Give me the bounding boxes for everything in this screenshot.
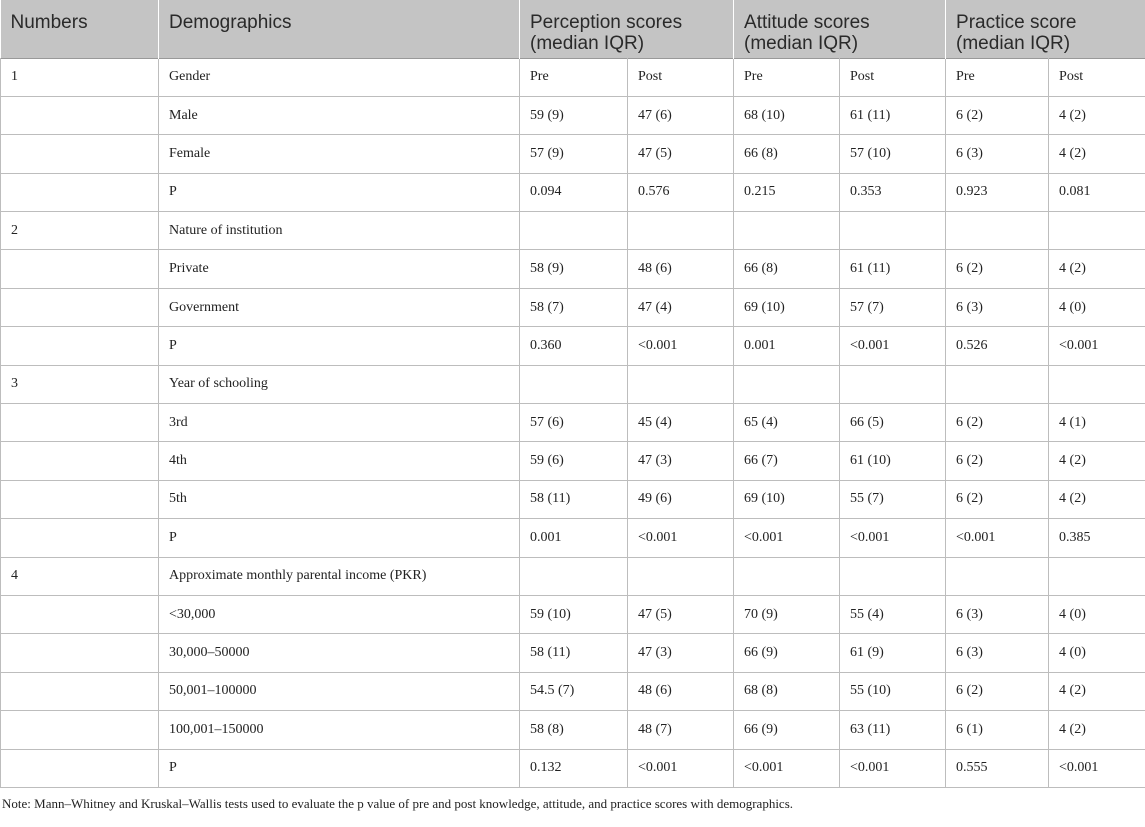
cell-attitude-post: 0.353 <box>840 173 946 211</box>
cell-perception-post: 47 (6) <box>628 96 734 134</box>
cell-practice-pre: 6 (2) <box>946 250 1049 288</box>
cell-demographic: <30,000 <box>159 595 520 633</box>
cell-practice-pre <box>946 212 1049 250</box>
cell-perception-post: <0.001 <box>628 327 734 365</box>
header-practice-score: Practice score (median IQR) <box>946 0 1145 58</box>
cell-demographic: Private <box>159 250 520 288</box>
cell-demographic: P <box>159 327 520 365</box>
cell-attitude-pre: 66 (7) <box>734 442 840 480</box>
cell-practice-post: 0.385 <box>1049 519 1145 557</box>
cell-perception-pre: 58 (8) <box>520 711 628 749</box>
table-header <box>1 0 1145 58</box>
cell-demographic: 50,001–100000 <box>159 672 520 710</box>
cell-attitude-post: 55 (10) <box>840 672 946 710</box>
table-row <box>1 135 1145 173</box>
cell-practice-post: 4 (0) <box>1049 288 1145 326</box>
table-row <box>1 480 1145 518</box>
cell-perception-post <box>628 365 734 403</box>
cell-practice-pre: 6 (2) <box>946 480 1049 518</box>
cell-perception-post: 0.576 <box>628 173 734 211</box>
cell-demographic: P <box>159 749 520 787</box>
cell-perception-post: Post <box>628 58 734 96</box>
table-row <box>1 288 1145 326</box>
cell-practice-post <box>1049 212 1145 250</box>
header-demographics: Demographics <box>159 0 520 58</box>
cell-practice-pre: 6 (3) <box>946 288 1049 326</box>
cell-practice-post: Post <box>1049 58 1145 96</box>
table-row <box>1 595 1145 633</box>
table-row <box>1 58 1145 96</box>
cell-number <box>1 135 159 173</box>
cell-number <box>1 327 159 365</box>
cell-perception-post <box>628 557 734 595</box>
table-row <box>1 557 1145 595</box>
cell-attitude-pre <box>734 557 840 595</box>
header-numbers: Numbers <box>1 0 159 58</box>
cell-practice-pre: 6 (2) <box>946 672 1049 710</box>
cell-number <box>1 519 159 557</box>
cell-demographic: 100,001–150000 <box>159 711 520 749</box>
cell-number: 1 <box>1 58 159 96</box>
cell-perception-pre <box>520 557 628 595</box>
cell-perception-pre: 0.094 <box>520 173 628 211</box>
cell-practice-pre: 6 (3) <box>946 135 1049 173</box>
table-row <box>1 672 1145 710</box>
cell-attitude-pre <box>734 212 840 250</box>
cell-practice-pre: 6 (2) <box>946 96 1049 134</box>
cell-practice-pre: 0.555 <box>946 749 1049 787</box>
cell-attitude-post <box>840 365 946 403</box>
cell-practice-pre: 0.526 <box>946 327 1049 365</box>
cell-attitude-pre: 69 (10) <box>734 480 840 518</box>
cell-perception-post: 45 (4) <box>628 404 734 442</box>
cell-practice-pre: 6 (1) <box>946 711 1049 749</box>
cell-attitude-post: 63 (11) <box>840 711 946 749</box>
header-perception-scores: Perception scores (median IQR) <box>520 0 734 58</box>
table-row <box>1 365 1145 403</box>
cell-attitude-post <box>840 557 946 595</box>
cell-practice-post: 0.081 <box>1049 173 1145 211</box>
cell-demographic: 4th <box>159 442 520 480</box>
cell-number <box>1 442 159 480</box>
cell-attitude-post: <0.001 <box>840 519 946 557</box>
cell-attitude-pre: <0.001 <box>734 519 840 557</box>
cell-perception-pre: 0.001 <box>520 519 628 557</box>
table-row <box>1 96 1145 134</box>
cell-demographic: Nature of institution <box>159 212 520 250</box>
cell-number <box>1 711 159 749</box>
cell-number <box>1 250 159 288</box>
cell-practice-post <box>1049 557 1145 595</box>
cell-number: 2 <box>1 212 159 250</box>
cell-practice-pre: 6 (2) <box>946 442 1049 480</box>
header-row <box>1 0 1145 58</box>
cell-attitude-pre: 70 (9) <box>734 595 840 633</box>
cell-attitude-post: 66 (5) <box>840 404 946 442</box>
cell-perception-post: 48 (6) <box>628 672 734 710</box>
cell-attitude-pre: <0.001 <box>734 749 840 787</box>
cell-practice-pre <box>946 557 1049 595</box>
table-row <box>1 711 1145 749</box>
cell-attitude-pre: 0.001 <box>734 327 840 365</box>
table-row <box>1 212 1145 250</box>
cell-perception-post: 48 (7) <box>628 711 734 749</box>
cell-practice-post: 4 (2) <box>1049 96 1145 134</box>
cell-attitude-post: <0.001 <box>840 327 946 365</box>
table-row <box>1 173 1145 211</box>
cell-perception-pre: 58 (11) <box>520 634 628 672</box>
table-row <box>1 404 1145 442</box>
cell-attitude-post <box>840 212 946 250</box>
cell-perception-pre: 58 (11) <box>520 480 628 518</box>
cell-practice-pre: 6 (2) <box>946 404 1049 442</box>
cell-perception-pre: Pre <box>520 58 628 96</box>
cell-perception-post <box>628 212 734 250</box>
cell-demographic: 3rd <box>159 404 520 442</box>
cell-perception-pre: 59 (9) <box>520 96 628 134</box>
cell-demographic: 5th <box>159 480 520 518</box>
cell-perception-pre: 57 (6) <box>520 404 628 442</box>
table-row <box>1 250 1145 288</box>
cell-perception-post: 49 (6) <box>628 480 734 518</box>
cell-practice-pre: 6 (3) <box>946 595 1049 633</box>
cell-attitude-pre: Pre <box>734 58 840 96</box>
cell-practice-post: <0.001 <box>1049 749 1145 787</box>
cell-perception-post: <0.001 <box>628 519 734 557</box>
cell-attitude-post: 61 (9) <box>840 634 946 672</box>
cell-practice-post: 4 (0) <box>1049 595 1145 633</box>
cell-perception-post: 47 (5) <box>628 135 734 173</box>
cell-number <box>1 96 159 134</box>
table-body <box>1 58 1145 787</box>
cell-perception-post: 47 (3) <box>628 634 734 672</box>
cell-perception-pre: 0.360 <box>520 327 628 365</box>
cell-perception-pre: 57 (9) <box>520 135 628 173</box>
cell-attitude-pre: 66 (8) <box>734 250 840 288</box>
cell-perception-pre: 59 (10) <box>520 595 628 633</box>
cell-perception-pre: 58 (9) <box>520 250 628 288</box>
cell-practice-post: 4 (2) <box>1049 135 1145 173</box>
cell-number <box>1 595 159 633</box>
cell-demographic: Approximate monthly parental income (PKR) <box>159 557 520 595</box>
cell-demographic: P <box>159 519 520 557</box>
cell-practice-post: 4 (2) <box>1049 672 1145 710</box>
cell-demographic: P <box>159 173 520 211</box>
cell-attitude-pre: 66 (9) <box>734 711 840 749</box>
cell-number <box>1 480 159 518</box>
table-row <box>1 327 1145 365</box>
cell-demographic: Male <box>159 96 520 134</box>
cell-attitude-post: 61 (11) <box>840 96 946 134</box>
cell-practice-post: 4 (1) <box>1049 404 1145 442</box>
cell-perception-post: <0.001 <box>628 749 734 787</box>
cell-attitude-post: 61 (11) <box>840 250 946 288</box>
cell-perception-post: 47 (3) <box>628 442 734 480</box>
cell-attitude-pre: 66 (9) <box>734 634 840 672</box>
cell-demographic: Female <box>159 135 520 173</box>
cell-number <box>1 634 159 672</box>
cell-practice-post: 4 (0) <box>1049 634 1145 672</box>
cell-practice-post <box>1049 365 1145 403</box>
cell-practice-pre: 6 (3) <box>946 634 1049 672</box>
cell-attitude-pre: 66 (8) <box>734 135 840 173</box>
cell-perception-pre <box>520 212 628 250</box>
cell-practice-post: 4 (2) <box>1049 711 1145 749</box>
cell-number <box>1 288 159 326</box>
cell-demographic: 30,000–50000 <box>159 634 520 672</box>
table-footnote: Note: Mann–Whitney and Kruskal–Wallis tests used to evaluate the p value of pre and post knowledge, attitude, and practice scores with demographics. <box>2 795 794 811</box>
cell-perception-post: 47 (5) <box>628 595 734 633</box>
cell-practice-post: 4 (2) <box>1049 480 1145 518</box>
cell-number <box>1 173 159 211</box>
cell-attitude-post: 61 (10) <box>840 442 946 480</box>
cell-perception-pre: 59 (6) <box>520 442 628 480</box>
cell-practice-post: <0.001 <box>1049 327 1145 365</box>
cell-practice-pre: Pre <box>946 58 1049 96</box>
cell-perception-pre: 54.5 (7) <box>520 672 628 710</box>
cell-number <box>1 672 159 710</box>
cell-number: 4 <box>1 557 159 595</box>
cell-practice-post: 4 (2) <box>1049 250 1145 288</box>
cell-attitude-pre: 65 (4) <box>734 404 840 442</box>
cell-demographic: Government <box>159 288 520 326</box>
cell-attitude-pre <box>734 365 840 403</box>
cell-number <box>1 404 159 442</box>
cell-perception-pre <box>520 365 628 403</box>
cell-attitude-post: 57 (10) <box>840 135 946 173</box>
cell-perception-pre: 58 (7) <box>520 288 628 326</box>
cell-practice-pre: 0.923 <box>946 173 1049 211</box>
cell-attitude-post: 55 (7) <box>840 480 946 518</box>
cell-attitude-pre: 69 (10) <box>734 288 840 326</box>
cell-attitude-pre: 0.215 <box>734 173 840 211</box>
cell-practice-post: 4 (2) <box>1049 442 1145 480</box>
cell-attitude-post: <0.001 <box>840 749 946 787</box>
cell-attitude-post: 57 (7) <box>840 288 946 326</box>
cell-demographic: Gender <box>159 58 520 96</box>
cell-attitude-pre: 68 (10) <box>734 96 840 134</box>
header-attitude-scores: Attitude scores (median IQR) <box>734 0 946 58</box>
table-row <box>1 442 1145 480</box>
cell-practice-pre: <0.001 <box>946 519 1049 557</box>
cell-attitude-post: Post <box>840 58 946 96</box>
table-row <box>1 749 1145 787</box>
cell-number <box>1 749 159 787</box>
table-row <box>1 519 1145 557</box>
cell-perception-post: 48 (6) <box>628 250 734 288</box>
cell-practice-pre <box>946 365 1049 403</box>
cell-demographic: Year of schooling <box>159 365 520 403</box>
cell-attitude-post: 55 (4) <box>840 595 946 633</box>
cell-perception-post: 47 (4) <box>628 288 734 326</box>
cell-attitude-pre: 68 (8) <box>734 672 840 710</box>
cell-perception-pre: 0.132 <box>520 749 628 787</box>
table-row <box>1 634 1145 672</box>
cell-number: 3 <box>1 365 159 403</box>
